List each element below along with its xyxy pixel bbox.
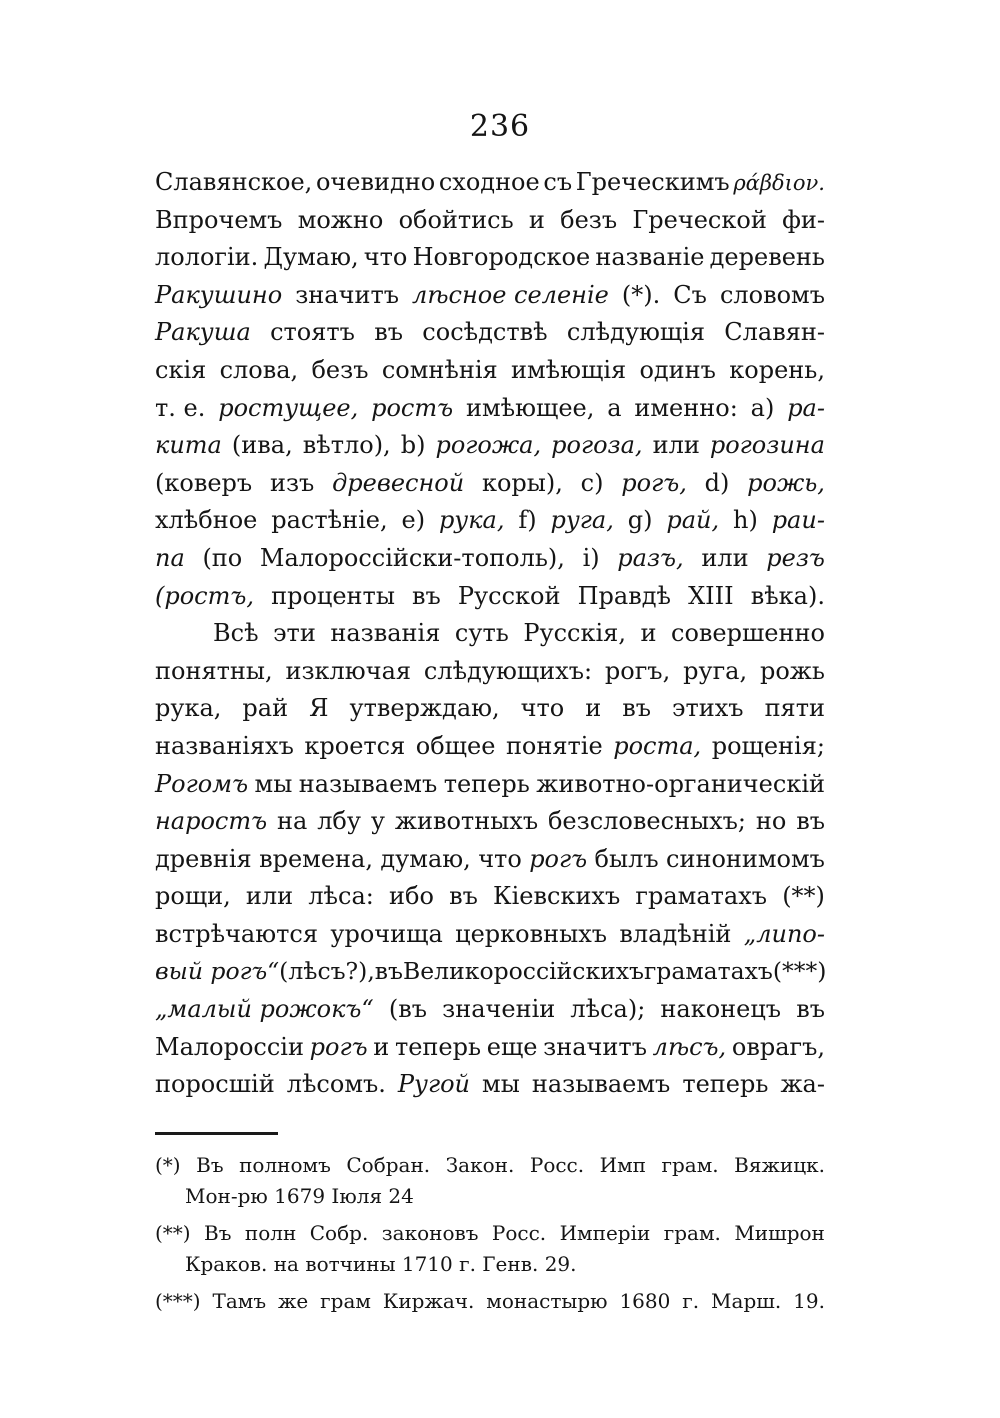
word: рощи, [155, 882, 231, 911]
word: рогъ [529, 844, 588, 873]
word: названiе [595, 243, 705, 272]
word: лѣсное селенiе [412, 280, 609, 309]
text-line [155, 766, 825, 804]
text-line [155, 502, 825, 540]
word: слѣдующiя [566, 318, 705, 347]
word: понятны, [155, 656, 273, 685]
word: лѣса); [570, 995, 646, 1024]
word: въ [622, 694, 652, 723]
word: „липо- [743, 919, 825, 948]
word: ράβδιον. [733, 171, 825, 195]
word: па [155, 543, 185, 572]
word: въ [796, 995, 825, 1024]
word: вый рогъ“ [155, 957, 280, 986]
word: Греческой [632, 205, 767, 234]
word: слѣдующихъ: [423, 656, 593, 685]
word: т. е. [155, 393, 206, 422]
word: въ [412, 581, 441, 610]
word: или [245, 882, 294, 911]
text-line [155, 916, 825, 954]
word: (***) [772, 957, 827, 986]
word: безсловесныхъ; [547, 807, 747, 836]
word: Съ [673, 280, 707, 309]
word: имѣющее, [465, 393, 595, 422]
word: f) [518, 506, 537, 535]
word: лѣсомъ. [286, 1070, 386, 1099]
word: имѣющiя [510, 355, 627, 384]
word: именно: [634, 393, 738, 422]
word: Ракуша [155, 318, 251, 347]
word: корень, [729, 355, 825, 384]
word: стоятъ [270, 318, 355, 347]
word: руга, [550, 506, 614, 535]
word: рай [242, 694, 289, 723]
footnote-line: (**) Въ полн Собр. законовъ Росс. Имперiи грам. Мишрон [155, 1221, 825, 1245]
word: Славянское, [155, 168, 313, 196]
footnote-line: (*) Въ полномъ Собран. Закон. Росс. Имп грам. Вяжицк. [155, 1153, 825, 1177]
word: что [478, 844, 522, 873]
word: Русскiя, [523, 619, 626, 648]
word: въ [374, 318, 403, 347]
word: и [585, 694, 602, 723]
word: „малый рожокъ“ [155, 995, 374, 1024]
word: обойтись [398, 205, 514, 234]
word: e) [401, 506, 426, 535]
word: (ростъ, [155, 581, 254, 610]
word: сходное [438, 168, 540, 196]
text-line [155, 878, 825, 916]
word: Впрочемъ [155, 205, 283, 234]
word: вѣтло), [302, 431, 391, 460]
text-line [155, 465, 825, 503]
word: Думаю, [263, 243, 359, 272]
footnote-line-continued: Мон-рю 1679 Iюля 24 [185, 1184, 414, 1208]
word: безъ [560, 205, 618, 234]
word: что [363, 243, 408, 272]
word: Русской [457, 581, 561, 610]
word: еще [486, 1032, 538, 1061]
word: (*). [621, 280, 661, 309]
word: Ругой [397, 1070, 471, 1099]
word: древнiя [155, 844, 252, 873]
word: Великороссiйскихъ [402, 957, 644, 986]
word: h) [732, 506, 758, 535]
word: резъ [766, 543, 825, 572]
word: (въ [388, 995, 427, 1024]
word: одинъ [639, 355, 716, 384]
word: сосѣдствѣ [422, 318, 548, 347]
word: можно [297, 205, 384, 234]
word: общее [415, 731, 496, 760]
word: Правдѣ [577, 581, 671, 610]
word: суть [454, 619, 509, 648]
word: g) [627, 506, 653, 535]
word: на [277, 807, 308, 836]
word: лологiи. [155, 243, 259, 272]
word: рай, [666, 506, 720, 535]
word: рогъ, [621, 468, 687, 497]
word: въ [449, 882, 478, 911]
word: рожь [759, 656, 825, 685]
word: и [640, 619, 657, 648]
word: въ [796, 807, 825, 836]
text-line [155, 540, 825, 578]
word: теперь [443, 769, 530, 798]
text-line [155, 841, 825, 879]
word: проценты [271, 581, 395, 610]
word: ибо [389, 882, 434, 911]
word: владѣнiй [619, 919, 732, 948]
word: и [528, 205, 545, 234]
word: урочища [330, 919, 443, 948]
word: фи- [782, 205, 825, 234]
word: c) [580, 468, 604, 497]
text-line [155, 578, 825, 616]
word: очевидно [315, 168, 436, 196]
word: Кiевскихъ [493, 882, 621, 911]
word: животно-органическiй [536, 769, 825, 798]
word: значенiи [442, 995, 556, 1024]
word: рогожа, [435, 431, 542, 460]
word: теперь [394, 1032, 482, 1061]
word: Я [309, 694, 329, 723]
page-number: 236 [469, 109, 531, 144]
footnote-line: (***) Тамъ же грам Киржач. монастырю 1680 г. Марш. 19. [155, 1289, 825, 1313]
word: раи- [771, 506, 825, 535]
word: изъ [269, 468, 315, 497]
word: или [701, 543, 749, 572]
footnote-line-continued: Краков. на вотчины 1710 г. Генв. 29. [185, 1252, 577, 1276]
text-line [155, 164, 825, 202]
text-line [155, 314, 825, 352]
word: изключая [285, 656, 412, 685]
word: эти [273, 619, 316, 648]
word: ра- [787, 393, 825, 422]
word: совершенно [671, 619, 825, 648]
word: а [607, 393, 622, 422]
word: Славян- [724, 318, 825, 347]
word: Малороссiйски-тополь), [259, 543, 565, 572]
word: граматахъ [635, 882, 768, 911]
word: i) [582, 543, 600, 572]
word: XIII [688, 581, 734, 610]
word: наростъ [155, 807, 268, 836]
word: граматахъ [644, 957, 773, 986]
text-line [155, 390, 825, 428]
text-line [155, 615, 825, 653]
word: сомнѣнiя [381, 355, 498, 384]
word: деревень [709, 243, 825, 272]
word: утверждаю, [349, 694, 500, 723]
text-line [155, 991, 825, 1029]
word: синонимомъ [666, 844, 825, 873]
word: у [370, 807, 386, 836]
word: безъ [311, 355, 369, 384]
word: растѣнiе, [271, 506, 388, 535]
text-line [155, 728, 825, 766]
word: кроется [304, 731, 406, 760]
text-line [155, 427, 825, 465]
word: d) [704, 468, 730, 497]
word: скiя [155, 355, 207, 384]
word: Новгородское [412, 243, 591, 272]
word: жа- [780, 1070, 825, 1099]
word: a) [750, 393, 775, 422]
text-line [155, 1029, 825, 1067]
word: (ива, [231, 431, 293, 460]
word: ростущее, [218, 393, 359, 422]
word: что [520, 694, 565, 723]
text-line [155, 690, 825, 728]
word: рука, [155, 694, 222, 723]
word: хлѣбное [155, 506, 258, 535]
word: кита [155, 431, 222, 460]
word: пяти [764, 694, 825, 723]
text-line [155, 653, 825, 691]
word: ростъ [371, 393, 454, 422]
word: древесной [332, 468, 465, 497]
word: рощенiя; [711, 731, 825, 760]
word: коры), [481, 468, 563, 497]
word: рогозина [709, 431, 825, 460]
word: b) [400, 431, 426, 460]
word: рожь, [747, 468, 825, 497]
text-line [155, 277, 825, 315]
word: Греческимъ [575, 168, 730, 196]
word: понятiе [505, 731, 603, 760]
word: называемъ [531, 1070, 671, 1099]
word: Малороссiи [155, 1032, 304, 1061]
word: словомъ [719, 280, 825, 309]
word: встрѣчаются [155, 919, 318, 948]
word: рука, [438, 506, 505, 535]
text-line [155, 352, 825, 390]
word: церковныхъ [455, 919, 608, 948]
word: лѣсъ, [652, 1032, 727, 1061]
word: называемъ [298, 769, 438, 798]
word: слова, [219, 355, 299, 384]
word: (**) [782, 882, 825, 911]
word: наконецъ [660, 995, 782, 1024]
word: оврагъ, [731, 1032, 825, 1061]
word: роста, [613, 731, 702, 760]
word: теперь [682, 1070, 769, 1099]
text-line [155, 202, 825, 240]
word: (коверъ [155, 468, 253, 497]
footnote-divider [155, 1132, 278, 1135]
word: лѣса: [308, 882, 374, 911]
word: рогоза, [551, 431, 643, 460]
word: рогъ [309, 1032, 368, 1061]
word: значитъ [543, 1032, 647, 1061]
word: рогъ, [604, 656, 671, 685]
word: Всѣ [213, 619, 259, 648]
word: съ [543, 168, 573, 196]
text-line [155, 1066, 825, 1104]
word: но [755, 807, 787, 836]
word: лбу [317, 807, 362, 836]
word: (по [202, 543, 243, 572]
main-text [155, 164, 825, 1104]
word: думаю, [380, 844, 471, 873]
text-line [155, 239, 825, 277]
word: былъ [594, 844, 659, 873]
word: руга, [683, 656, 748, 685]
word: названiяхъ [155, 731, 294, 760]
footnotes [155, 1150, 825, 1317]
word: въ [374, 957, 403, 986]
text-line [155, 803, 825, 841]
word: мы [482, 1070, 520, 1099]
word: вѣка). [750, 581, 825, 610]
word: названiя [330, 619, 441, 648]
word: (лѣсъ?), [279, 957, 375, 986]
word: Ракушино [155, 280, 283, 309]
word: и [373, 1032, 390, 1061]
word: или [652, 431, 700, 460]
word: времена, [259, 844, 373, 873]
word: животныхъ [394, 807, 539, 836]
word: Рогомъ [155, 769, 249, 798]
word: поросшiй [155, 1070, 275, 1099]
word: разъ, [617, 543, 684, 572]
text-line [155, 953, 825, 991]
word: мы [254, 769, 293, 798]
word: этихъ [672, 694, 744, 723]
word: значитъ [295, 280, 400, 309]
